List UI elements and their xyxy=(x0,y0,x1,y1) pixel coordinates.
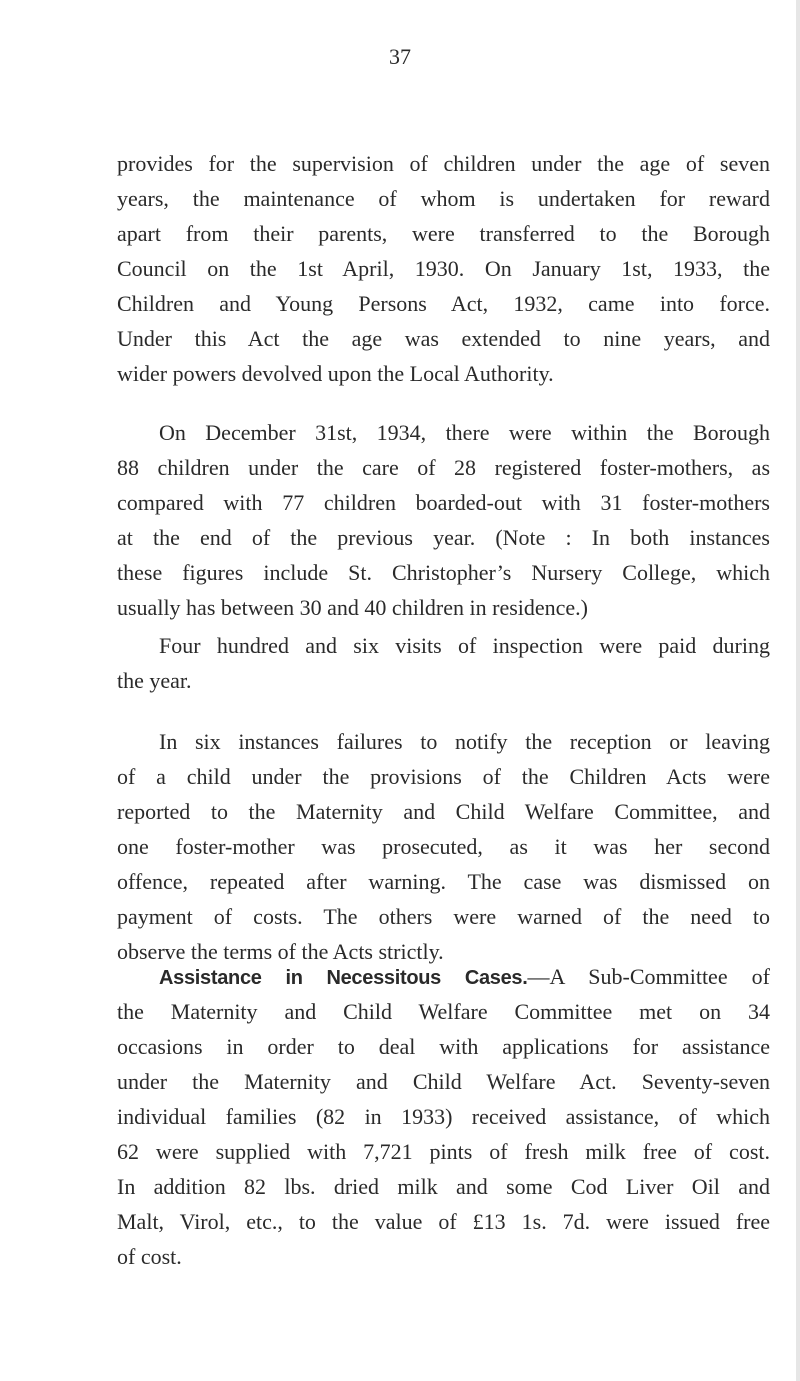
text-line: occasions in order to deal with applications for assistance xyxy=(117,1034,770,1059)
text-line: 62 were supplied with 7,721 pints of fresh milk free of cost. xyxy=(117,1139,770,1164)
text-line: Malt, Virol, etc., to the value of £13 1s. 7d. were issued free xyxy=(117,1209,770,1234)
text-line: of a child under the provisions of the Children Acts were xyxy=(117,764,770,789)
text-line: reported to the Maternity and Child Welfare Committee, and xyxy=(117,799,770,824)
text-line: the year. xyxy=(117,668,192,693)
text-line: under the Maternity and Child Welfare Act. Seventy-seven xyxy=(117,1069,770,1094)
text-line: In addition 82 lbs. dried milk and some Cod Liver Oil and xyxy=(117,1174,770,1199)
text-line: of cost. xyxy=(117,1244,182,1269)
text-line: provides for the supervision of children under the age of seven xyxy=(117,151,770,176)
page-number: 37 xyxy=(389,44,411,69)
paragraph xyxy=(117,415,770,625)
text-line: 88 children under the care of 28 registered foster-mothers, as xyxy=(117,455,770,480)
text-line: the Maternity and Child Welfare Committee met on 34 xyxy=(117,999,770,1024)
text-line: On December 31st, 1934, there were within the Borough xyxy=(159,420,770,445)
text-line: compared with 77 children boarded-out with 31 foster-mothers xyxy=(117,490,770,515)
paragraph xyxy=(117,628,770,698)
text-line: Council on the 1st April, 1930. On January 1st, 1933, the xyxy=(117,256,770,281)
text-line: Children and Young Persons Act, 1932, came into force. xyxy=(117,291,770,316)
text-line: payment of costs. The others were warned of the need to xyxy=(117,904,770,929)
text-line: usually has between 30 and 40 children in residence.) xyxy=(117,595,589,620)
text-line: Assistance in Necessitous Cases.—A Sub-Committee of xyxy=(159,964,770,989)
text-line: individual families (82 in 1933) received assistance, of which xyxy=(117,1104,770,1129)
text-line: these figures include St. Christopher’s Nursery College, which xyxy=(117,560,770,585)
text-line: In six instances failures to notify the reception or leaving xyxy=(159,729,770,754)
text-line: observe the terms of the Acts strictly. xyxy=(117,939,444,964)
text-line: apart from their parents, were transferred to the Borough xyxy=(117,221,770,246)
text-line: Four hundred and six visits of inspection were paid during xyxy=(159,633,770,658)
scan-edge xyxy=(796,0,800,1381)
text-line: offence, repeated after warning. The case was dismissed on xyxy=(117,869,770,894)
text-line: Under this Act the age was extended to nine years, and xyxy=(117,326,770,351)
paragraph xyxy=(117,724,770,969)
text-line: at the end of the previous year. (Note : In both instances xyxy=(117,525,770,550)
section-heading: Assistance in Necessitous Cases. xyxy=(159,967,528,989)
text-line: one foster-mother was prosecuted, as it was her second xyxy=(117,834,770,859)
paragraph xyxy=(117,146,770,391)
text-line: years, the maintenance of whom is undertaken for reward xyxy=(117,186,770,211)
text-line: wider powers devolved upon the Local Authority. xyxy=(117,361,554,386)
paragraph xyxy=(117,959,770,1274)
